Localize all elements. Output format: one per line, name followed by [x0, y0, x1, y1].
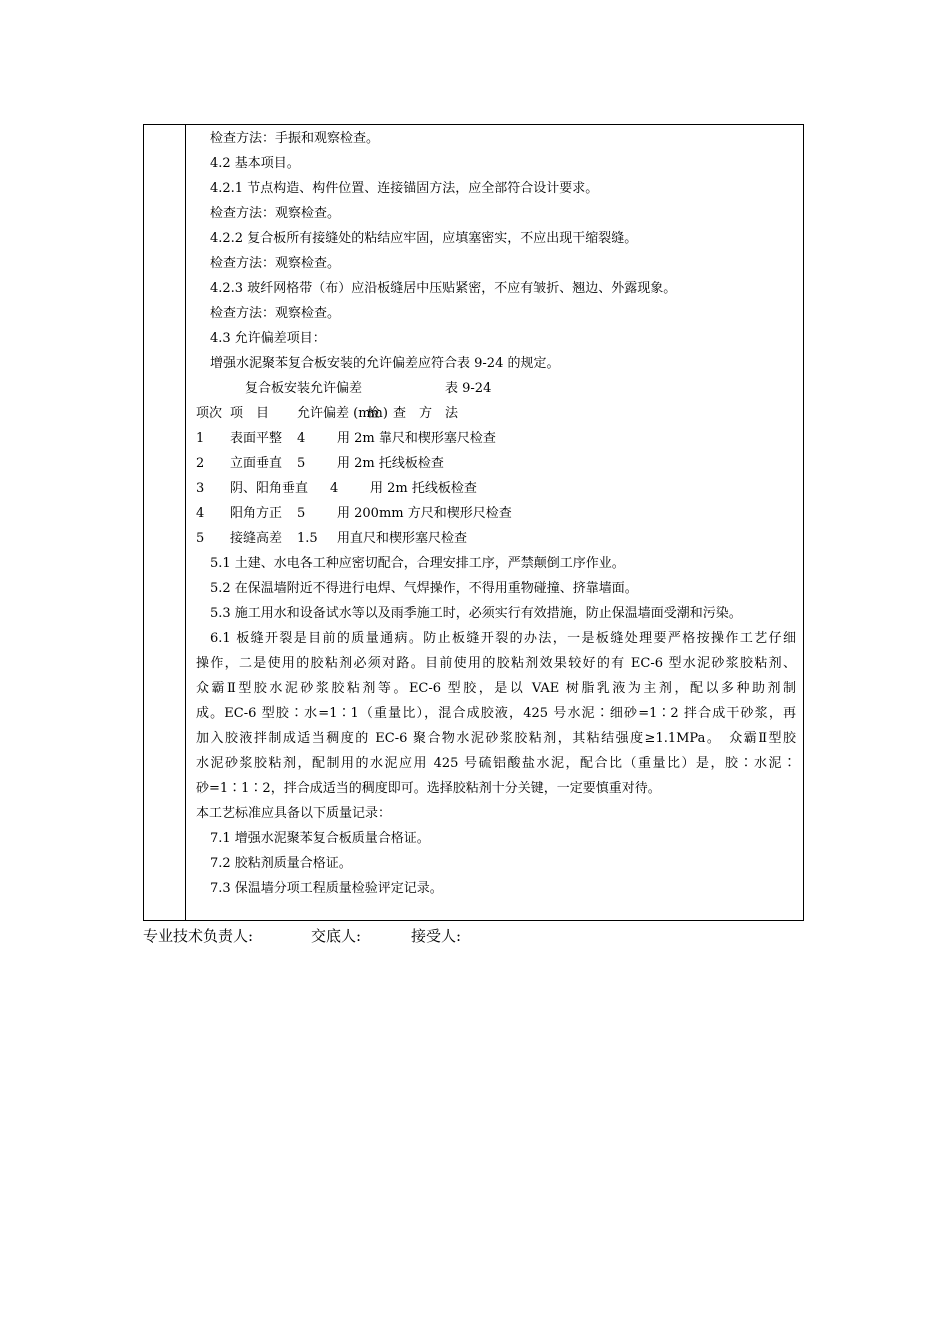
discloser-label: 交底人:: [311, 927, 362, 945]
records-intro: 本工艺标准应具备以下质量记录：: [196, 806, 392, 821]
paragraph-6-1-line: 水泥砂浆胶粘剂，配制用的水泥应用 425 号硫铝酸盐水泥，配合比（重量比）是，胶∶水泥∶: [196, 756, 796, 771]
tolerance-intro: 增强水泥聚苯复合板安装的允许偏差应符合表 9-24 的规定。: [210, 356, 560, 371]
item-4-2-1: 4.2.1 节点构造、构件位置、连接锚固方法，应全部符合设计要求。: [210, 181, 599, 196]
table-content-cell: [196, 126, 796, 901]
inspection-method-line: 检查方法：手振和观察检查。: [210, 131, 380, 146]
header-method: 检 查 方 法: [367, 406, 459, 421]
paragraph-6-1-line: 砂=1∶1∶2，拌合成适当的稠度即可。选择胶粘剂十分关键，一定要慎重对待。: [196, 781, 661, 796]
section-4-3-heading: 4.3 允许偏差项目：: [210, 331, 326, 346]
header-item-no: 项次: [196, 406, 223, 421]
signature-footer: [143, 924, 461, 948]
record-7-3: 7.3 保温墙分项工程质量检验评定记录。: [210, 881, 443, 896]
disclosure-table: [143, 124, 804, 921]
note-5-1: 5.1 土建、水电各工种应密切配合，合理安排工序，严禁颠倒工序作业。: [210, 556, 625, 571]
inspection-method-line: 检查方法：观察检查。: [210, 206, 341, 221]
table-row: 4 阳角方正 5 用 200mm 方尺和楔形尺检查: [196, 506, 512, 521]
paragraph-6-1-line: 操作，二是使用的胶粘剂必须对路。目前使用的胶粘剂效果较好的有 EC-6 型水泥砂浆胶粘剂、: [196, 656, 796, 671]
paragraph-6-1-line: 加入胶液拌制成适当稠度的 EC-6 聚合物水泥砂浆胶粘剂，其粘结强度≥1.1MPa。 众霸Ⅱ型胶: [196, 731, 796, 746]
item-4-2-2: 4.2.2 复合板所有接缝处的粘结应牢固，应填塞密实，不应出现干缩裂缝。: [210, 231, 638, 246]
receiver-label: 接受人:: [411, 927, 462, 945]
table-left-column: [144, 125, 186, 920]
note-5-2: 5.2 在保温墙附近不得进行电焊、气焊操作，不得用重物碰撞、挤靠墙面。: [210, 581, 638, 596]
tech-lead-label: 专业技术负责人:: [143, 927, 254, 945]
table-row: 5 接缝高差 1.5 用直尺和楔形塞尺检查: [196, 531, 468, 546]
table-caption-title: 复合板安装允许偏差: [245, 381, 363, 396]
tolerance-table-header: [196, 401, 796, 426]
inspection-method-line: 检查方法：观察检查。: [210, 306, 341, 321]
note-5-3: 5.3 施工用水和设备试水等以及雨季施工时，必须实行有效措施，防止保温墙面受潮和污染。: [210, 606, 742, 621]
item-4-2-3: 4.2.3 玻纤网格带（布）应沿板缝居中压贴紧密，不应有皱折、翘边、外露现象。: [210, 281, 677, 296]
table-caption: [196, 376, 796, 401]
inspection-method-line: 检查方法：观察检查。: [210, 256, 341, 271]
paragraph-6-1-line: 众霸Ⅱ型胶水泥砂浆胶粘剂等。EC-6 型胶，是以 VAE 树脂乳液为主剂，配以多种助剂制: [196, 681, 796, 696]
header-item: 项 目: [230, 406, 270, 421]
header-tolerance: 允许偏差 (mm): [297, 406, 388, 421]
table-row: 3 阴、阳角垂直 4 用 2m 托线板检查: [196, 481, 477, 496]
paragraph-6-1-line: 6.1 板缝开裂是目前的质量通病。防止板缝开裂的办法，一是板缝处理要严格按操作工艺仔细: [210, 631, 796, 646]
table-row: 2 立面垂直 5 用 2m 托线板检查: [196, 456, 444, 471]
record-7-2: 7.2 胶粘剂质量合格证。: [210, 856, 352, 871]
section-4-2-heading: 4.2 基本项目。: [210, 156, 300, 171]
table-caption-number: 表 9-24: [445, 381, 492, 396]
record-7-1: 7.1 增强水泥聚苯复合板质量合格证。: [210, 831, 430, 846]
paragraph-6-1-line: 成。EC-6 型胶∶水=1∶1（重量比），混合成胶液，425 号水泥∶细砂=1∶2 拌合成干砂浆，再: [196, 706, 796, 721]
table-row: 1 表面平整 4 用 2m 靠尺和楔形塞尺检查: [196, 431, 496, 446]
